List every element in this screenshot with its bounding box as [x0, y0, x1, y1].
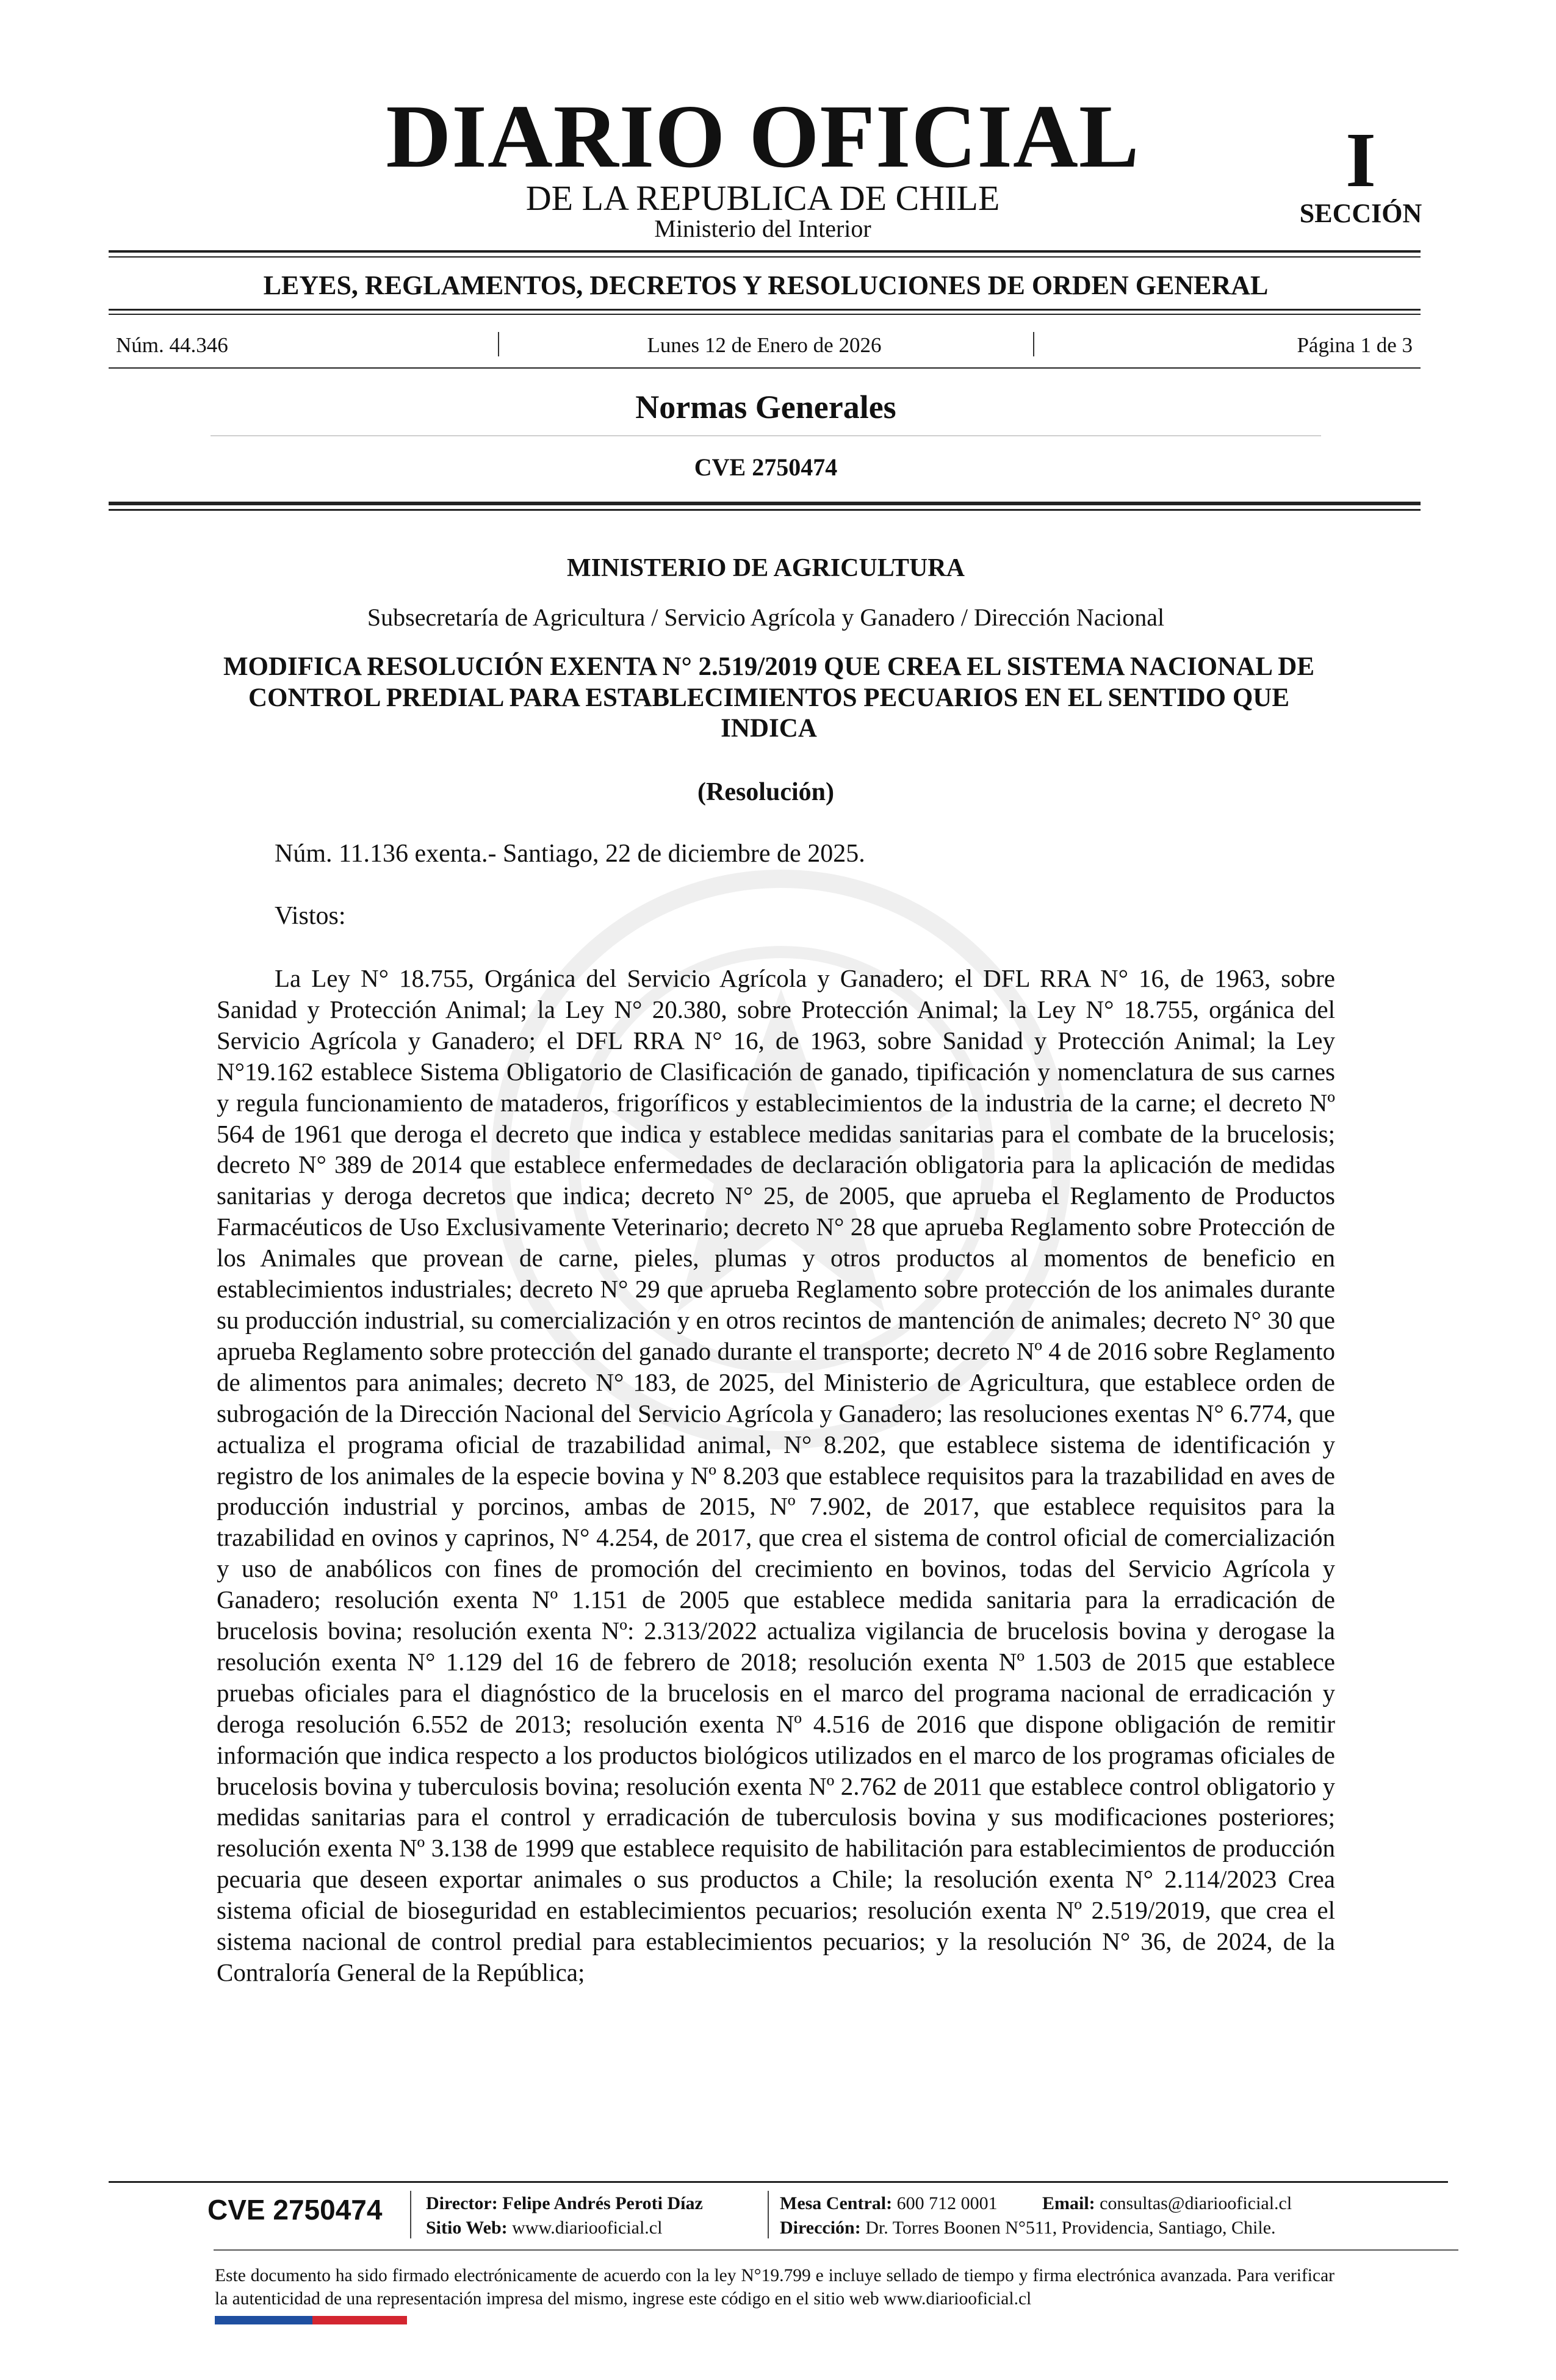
director-name: Felipe Andrés Peroti Díaz — [502, 2193, 703, 2213]
vistos-heading: Vistos: — [275, 902, 346, 930]
category-divider — [109, 309, 1421, 311]
vistos-paragraph: La Ley N° 18.755, Orgánica del Servicio Agrícola y Ganadero; el DFL RRA N° 16, de 1963, sobre Sanidad y Protección Animal; la Ley N° 20.380, sobre Protección Animal; la Ley N° 18.755, orgánica del Servicio Agrícola y Ganadero; el DFL RRA N° 16, de 1963, sobre Sanidad y Protección Animal; la Ley N°19.162 establece Sistema Obligatorio de Clasificación de ganado, tipificación y nomenclatura de sus carnes y regula funcionamiento de mataderos, frigoríficos y establecimientos de la industria de la carne; el decreto Nº 564 de 1961 que deroga el decreto que indica y establece medidas sanitarias para el combate de la brucelosis; decreto N° 389 de 2014 que establece enfermedades de declaración obligatoria para la aplicación de medidas sanitarias y deroga decretos que indica; decreto N° 25, de 2005, que aprueba el Reglamento de Productos Farmacéuticos de Uso Exclusivamente Veterinario; decreto N° 28 que aprueba Reglamento sobre Protección de los Animales que provean de carne, pieles, plumas y otros productos al momentos de beneficio en establecimientos industriales; decreto N° 29 que aprueba Reglamento sobre protección de los animales durante su producción industrial, su comercialización y en otros recintos de mantención de animales; decreto N° 30 que aprueba Reglamento sobre protección del ganado durante el transporte; decreto Nº 4 de 2016 sobre Reglamento de alimentos para animales; decreto N° 183, de 2025, del Ministerio de Agricultura, que establece orden de subrogación de la Dirección Nacional del Servicio Agrícola y Ganadero; las resoluciones exentas N° 6.774, que actualiza el programa oficial de trazabilidad animal, N° 8.202, que establece sistema de identificación y registro de los animales de la especie bovina y Nº 8.203 que establece requisitos para la trazabilidad en aves de producción industrial y porcinos, ambas de 2015, Nº 7.902, de 2017, que establece requisitos para la trazabilidad en ovinos y caprinos, N° 4.254, de 2017, que crea el sistema de control oficial de comercialización y uso de anabólicos con fines de promoción del crecimiento en bovinos, todas del Servicio Agrícola y Ganadero; resolución exenta Nº 1.151 de 2005 que establece medida sanitaria para la erradicación de brucelosis bovina; resolución exenta Nº: 2.313/2022 actualiza vigilancia de brucelosis bovina y derogase la resolución exenta N° 1.129 del 16 de febrero de 2018; resolución exenta Nº 1.503 de 2015 que establece pruebas oficiales para el diagnóstico de la brucelosis en el marco del programa nacional de erradicación y deroga resolución 6.552 de 2013; resolución exenta Nº 4.516 de 2016 que dispone obligación de remitir información que indica respecto a los productos biológicos utilizados en el marco de los programas oficiales de brucelosis bovina y tuberculosis bovina; resolución exenta Nº 2.762 de 2011 que establece control obligatorio y medidas sanitarias para el control y erradicación de tuberculosis bovina y sus modificaciones posteriores; resolución exenta Nº 3.138 de 1999 que establece requisito de habilitación para establecimientos de producción pecuaria que deseen exportar animales o sus productos a Chile; la resolución exenta N° 2.114/2023 Crea sistema oficial de bioseguridad en establecimientos pecuarios; resolución exenta Nº 2.519/2019, que crea el sistema nacional de control predial para establecimientos pecuarios; y la resolución N° 36, de 2024, de la Contraloría General de la República; — [217, 964, 1335, 1986]
section-label: SECCIÓN — [1299, 198, 1422, 228]
issuing-ministry: MINISTERIO DE AGRICULTURA — [567, 554, 965, 582]
header-bottom-divider — [109, 502, 1421, 505]
phone-number: 600 712 0001 — [896, 2193, 998, 2213]
newspaper-title: DIARIO OFICIAL — [386, 87, 1140, 187]
address-text: Dr. Torres Boonen N°511, Providencia, Santiago, Chile. — [865, 2218, 1276, 2238]
footer-legal-divider — [214, 2249, 1458, 2251]
legal-notice: Este documento ha sido firmado electrónicamente de acuerdo con la ley N°19.799 e incluye sellado de tiempo y firma electrónica avanzada. Para verificar la autenticidad de una representación impresa del mismo, ingrese este código en el sitio web www.diariooficial.cl — [215, 2266, 1334, 2309]
publisher-ministry: Ministerio del Interior — [654, 215, 871, 242]
issue-divider — [109, 367, 1421, 369]
newspaper-subtitle: DE LA REPUBLICA DE CHILE — [525, 178, 1000, 218]
email-link[interactable]: consultas@diariooficial.cl — [1100, 2193, 1292, 2213]
section-title: Normas Generales — [635, 389, 896, 425]
masthead-divider — [109, 250, 1421, 253]
director-label: Director: — [426, 2193, 498, 2213]
section-number: I — [1345, 117, 1376, 203]
resolution-number-line: Núm. 11.136 exenta.- Santiago, 22 de diciembre de 2025. — [275, 840, 865, 868]
footer-email — [1042, 2194, 1292, 2213]
issue-separator — [1033, 332, 1034, 356]
category-divider — [109, 314, 1421, 315]
footer-divider — [109, 2181, 1448, 2183]
footer-website — [426, 2219, 662, 2237]
footer-address — [780, 2219, 1276, 2237]
issuing-office: Subsecretaría de Agricultura / Servicio Agrícola y Ganadero / Dirección Nacional — [367, 604, 1165, 631]
document-type: (Resolución) — [697, 778, 834, 806]
footer-cve-code: CVE 2750474 — [207, 2194, 383, 2226]
issue-number: Núm. 44.346 — [116, 333, 228, 357]
footer-phone — [780, 2194, 998, 2213]
flag-stripe-red — [312, 2316, 407, 2324]
footer-director — [426, 2194, 703, 2213]
category-heading: LEYES, REGLAMENTOS, DECRETOS Y RESOLUCIONES DE ORDEN GENERAL — [263, 270, 1269, 300]
issue-date: Lunes 12 de Enero de 2026 — [647, 333, 882, 357]
footer-separator — [410, 2191, 411, 2238]
flag-stripe-blue — [215, 2316, 312, 2324]
masthead-divider — [109, 256, 1421, 258]
address-label: Dirección: — [780, 2218, 861, 2238]
section-title-divider — [211, 435, 1321, 436]
page-indicator: Página 1 de 3 — [1297, 333, 1413, 357]
footer-separator — [768, 2191, 769, 2238]
website-label: Sitio Web: — [426, 2218, 508, 2238]
document-title: MODIFICA RESOLUCIÓN EXENTA N° 2.519/2019 QUE CREA EL SISTEMA NACIONAL DE CONTROL PREDIAL PARA ESTABLECIMIENTOS PECUARIOS EN EL SENTIDO QUE INDICA — [223, 652, 1315, 743]
website-link[interactable]: www.diariooficial.cl — [512, 2218, 663, 2238]
phone-label: Mesa Central: — [780, 2193, 893, 2213]
email-label: Email: — [1042, 2193, 1095, 2213]
cve-code: CVE 2750474 — [694, 453, 838, 481]
header-bottom-divider — [109, 509, 1421, 511]
